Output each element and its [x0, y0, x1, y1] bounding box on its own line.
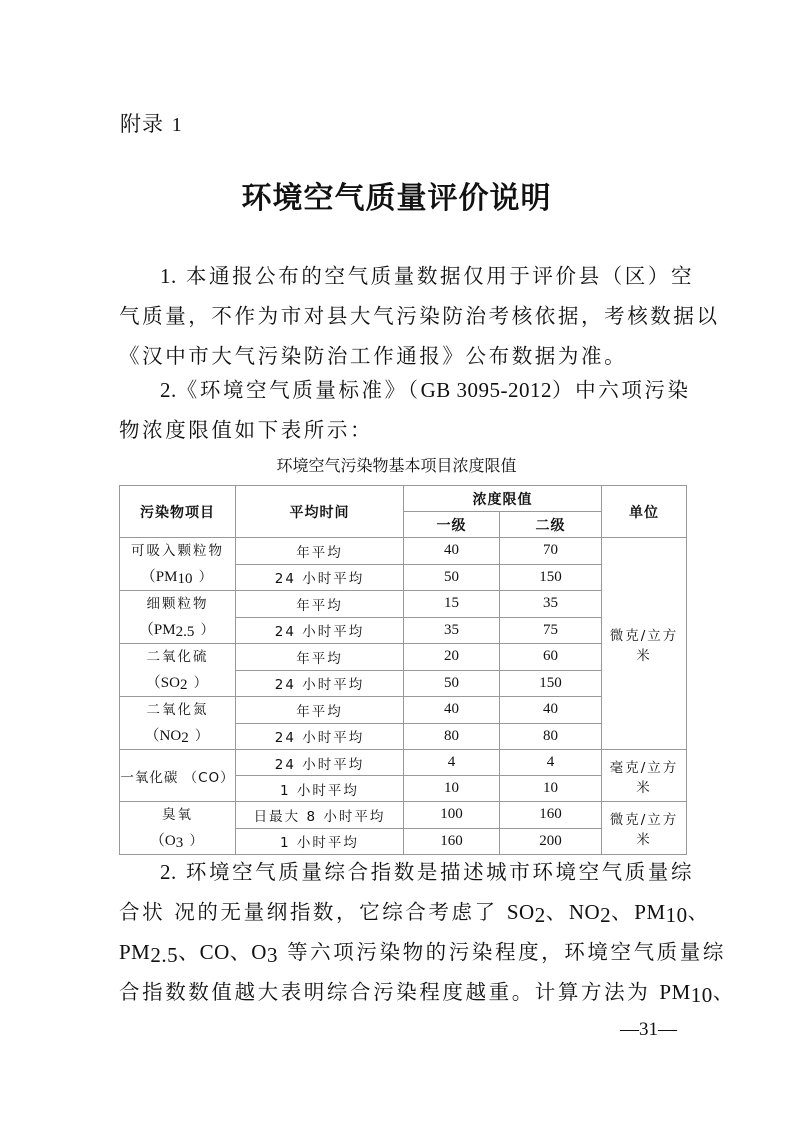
grade2-cell: 200: [500, 828, 602, 855]
avg-time-cell: 24 小时平均: [236, 750, 404, 776]
grade2-cell: 150: [500, 564, 602, 591]
avg-time-cell: 1 小时平均: [236, 828, 404, 855]
separator: 、: [712, 980, 736, 1004]
formula-text: （SO: [145, 675, 180, 691]
avg-time-cell: 24 小时平均: [236, 564, 404, 591]
paragraph-text: 《汉中市大气污染防治工作通报》公布数据为准。: [119, 344, 628, 368]
formula-subscript: 2: [181, 730, 189, 746]
grade2-cell: 150: [500, 670, 602, 697]
formula-text: （PM: [140, 569, 178, 585]
grade1-cell: 40: [404, 697, 500, 724]
table-row: [120, 802, 687, 829]
pollutant-name: 二氧化硫: [146, 649, 209, 665]
avg-time-cell: 年平均: [236, 644, 404, 671]
pollutant-formula: [120, 670, 235, 696]
formula-text: 、CO、O: [178, 940, 267, 964]
grade1-cell: 15: [404, 591, 500, 618]
pollutant-formula: [120, 564, 235, 590]
pollutant-formula: [120, 617, 235, 643]
formula-subscript: 10: [177, 571, 193, 587]
formula-subscript: 2.5: [150, 943, 179, 967]
header-limit: 浓度限值: [404, 486, 602, 512]
header-grade-1: 一级: [404, 512, 500, 538]
pollutant-name: 一氧化碳 （CO）: [120, 750, 236, 802]
formula-text: PM: [659, 980, 691, 1004]
unit-cell: 毫克/立方米: [602, 750, 687, 802]
formula-text: ）: [187, 675, 210, 691]
pollutant-limit-table: [119, 485, 687, 855]
grade2-cell: 35: [500, 591, 602, 618]
separator: 、: [611, 900, 635, 924]
grade1-cell: 50: [404, 564, 500, 591]
paragraph-text: 气质量，不作为市对县大气污染防治考核依据，考核数据以: [119, 304, 720, 328]
grade2-cell: 60: [500, 644, 602, 671]
grade1-cell: 40: [404, 538, 500, 565]
appendix-label: 附录: [120, 112, 164, 136]
grade1-cell: 160: [404, 828, 500, 855]
pollutant-cell: [120, 802, 236, 855]
appendix-number: 1: [171, 114, 183, 136]
header-grade-2: 二级: [500, 512, 602, 538]
page-number: —31—: [620, 1019, 677, 1040]
formula-text: SO: [506, 900, 535, 924]
grade1-cell: 50: [404, 670, 500, 697]
grade2-cell: 10: [500, 776, 602, 802]
formula-text: NO: [568, 900, 601, 924]
pollutant-name: 可吸入颗粒物: [131, 543, 224, 559]
paragraph-text: 物浓度限值如下表所示：: [119, 418, 374, 442]
avg-time-cell: 24 小时平均: [236, 670, 404, 697]
grade2-cell: 160: [500, 802, 602, 829]
table-caption: 环境空气污染物基本项目浓度限值: [276, 456, 517, 475]
appendix-heading: [120, 108, 183, 138]
avg-time-cell: 年平均: [236, 591, 404, 618]
grade2-cell: 70: [500, 538, 602, 565]
grade2-cell: 75: [500, 617, 602, 644]
pollutant-name: 细颗粒物: [146, 596, 209, 612]
pollutant-cell: [120, 538, 236, 591]
formula-text: （NO: [144, 728, 182, 744]
formula-text: ）: [188, 728, 211, 744]
formula-subscript: 2.5: [175, 624, 195, 640]
grade1-cell: 80: [404, 723, 500, 750]
standard-code: GB 3095-2012: [420, 378, 553, 402]
avg-time-cell: 年平均: [236, 538, 404, 565]
pollutant-cell: [120, 591, 236, 644]
avg-time-cell: 年平均: [236, 697, 404, 724]
grade1-cell: 4: [404, 750, 500, 776]
formula-text: ）: [194, 622, 217, 638]
grade1-cell: 35: [404, 617, 500, 644]
table-row: [120, 538, 687, 565]
pollutant-name: 臭氧: [162, 807, 193, 823]
paragraph-text: 环境空气质量综合指数是描述城市环境空气质量综: [185, 860, 695, 884]
header-avg-time: 平均时间: [236, 486, 404, 538]
grade2-cell: 4: [500, 750, 602, 776]
paragraph-text: 《环境空气质量标准》（: [176, 378, 421, 402]
page-title: 环境空气质量评价说明: [241, 181, 552, 216]
grade2-cell: 40: [500, 697, 602, 724]
paragraph-text: 本通报公布的空气质量数据仅用于评价县（区）空: [185, 264, 695, 288]
paragraph-number: 1.: [160, 264, 177, 288]
formula-subscript: 3: [175, 835, 184, 851]
paragraph-3: [119, 852, 736, 1012]
avg-time-cell: 1 小时平均: [236, 776, 404, 802]
formula-text: ）: [183, 833, 206, 849]
paragraph-1: [119, 256, 720, 376]
paragraph-number: 2.: [160, 378, 177, 402]
separator: 、: [545, 900, 569, 924]
grade1-cell: 100: [404, 802, 500, 829]
paragraph-2: [119, 370, 691, 450]
table-row: [120, 750, 687, 776]
pollutant-name: 二氧化氮: [146, 702, 209, 718]
formula-text: PM: [634, 900, 666, 924]
formula-subscript: 2: [534, 903, 546, 927]
avg-time-cell: 24 小时平均: [236, 617, 404, 644]
unit-cell: 微克/立方米: [602, 538, 687, 750]
table-row: [120, 697, 687, 724]
paragraph-text: 合指数数值越大表明综合污染程度越重。计算方法为: [119, 980, 660, 1004]
table-row: [120, 644, 687, 671]
formula-text: （PM: [138, 622, 176, 638]
avg-time-cell: 日最大 8 小时平均: [236, 802, 404, 829]
paragraph-text: 合状 况的无量纲指数，它综合考虑了: [119, 900, 507, 924]
pollutant-formula: [120, 723, 235, 749]
avg-time-cell: 24 小时平均: [236, 723, 404, 750]
formula-text: （O: [149, 833, 176, 849]
formula-subscript: 10: [665, 903, 688, 927]
unit-cell: 微克/立方米: [602, 802, 687, 855]
grade1-cell: 20: [404, 644, 500, 671]
paragraph-text: 等六项污染物的污染程度，环境空气质量综: [277, 940, 726, 964]
grade1-cell: 10: [404, 776, 500, 802]
grade2-cell: 80: [500, 723, 602, 750]
separator: 、: [687, 900, 711, 924]
paragraph-number: 2.: [160, 860, 177, 884]
header-unit: 单位: [602, 486, 687, 538]
pollutant-cell: [120, 644, 236, 697]
pollutant-cell: [120, 697, 236, 750]
formula-text: PM: [119, 940, 151, 964]
formula-subscript: 10: [690, 983, 713, 1007]
table-header-row: [120, 486, 687, 512]
formula-subscript: 2: [600, 903, 612, 927]
paragraph-text: ）中六项污染: [552, 378, 691, 402]
formula-text: ）: [192, 569, 215, 585]
pollutant-formula: [120, 828, 235, 854]
formula-subscript: 3: [266, 943, 278, 967]
table-row: [120, 591, 687, 618]
header-pollutant: 污染物项目: [120, 486, 236, 538]
formula-subscript: 2: [179, 677, 188, 693]
